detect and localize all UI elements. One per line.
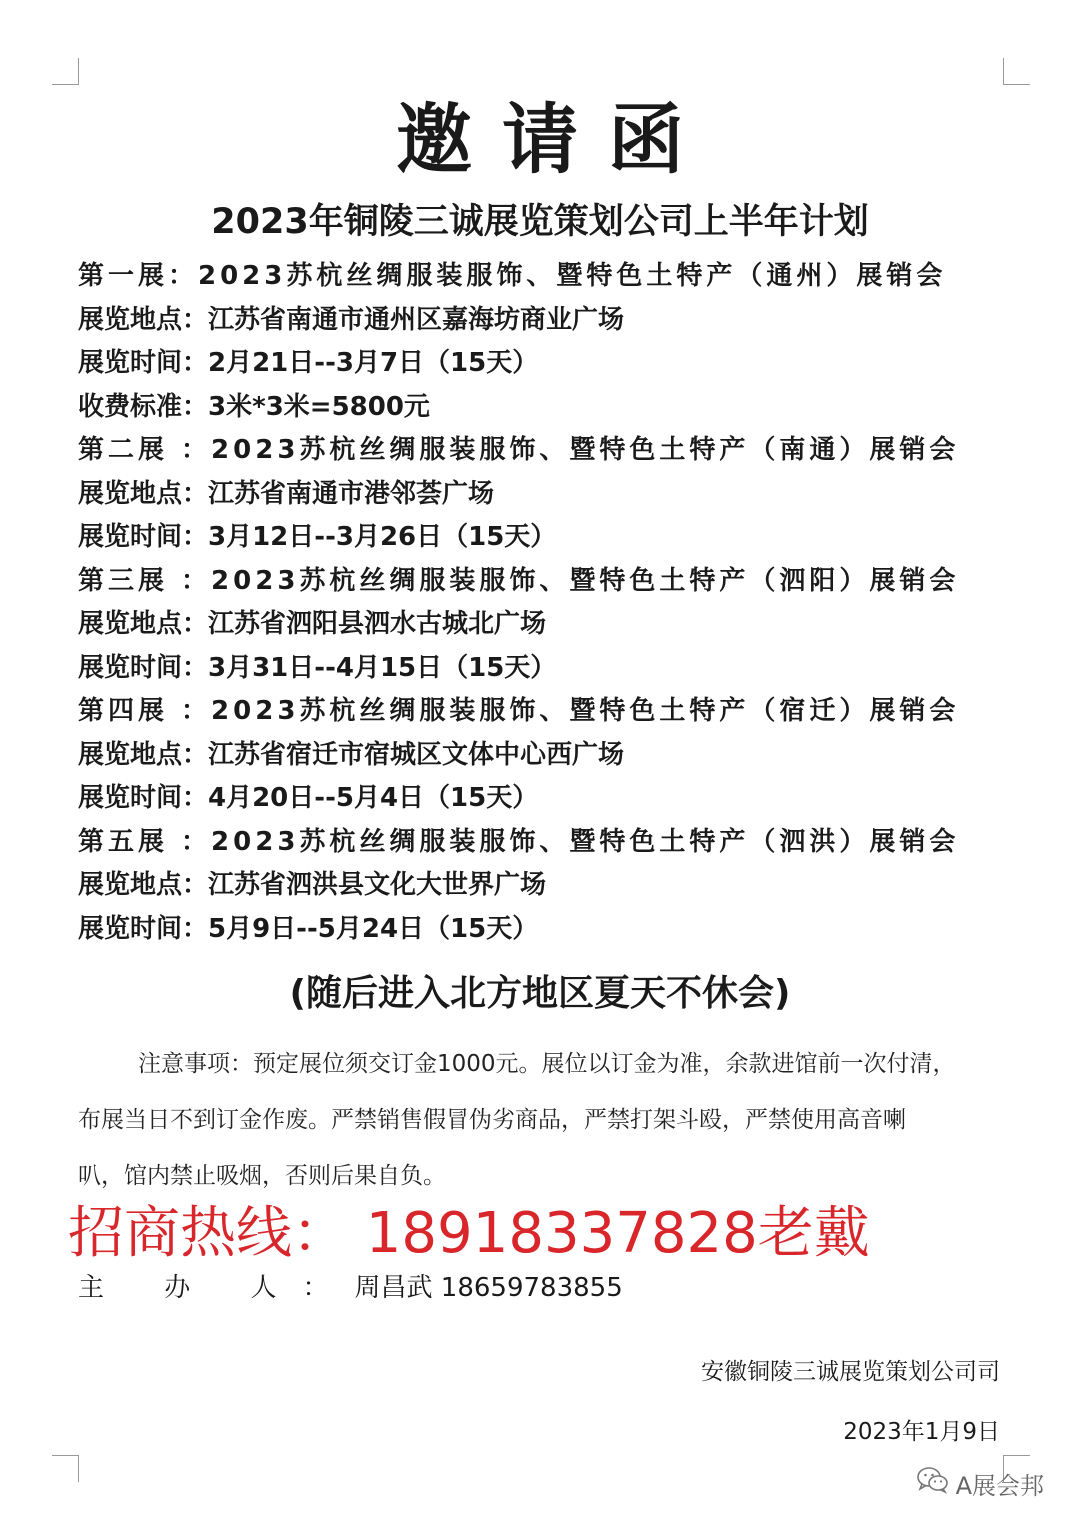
exhibition-5-location: 展览地点：江苏省泗洪县文化大世界广场 — [78, 870, 547, 900]
exhibition-4-location: 展览地点：江苏省宿迁市宿城区文体中心西广场 — [78, 739, 625, 770]
notice-line: 叭，馆内禁止吸烟，否则后果自负。 — [78, 1163, 446, 1189]
exhibition-5-time: 展览时间：5月9日--5月24日（15天） — [78, 913, 539, 944]
notice-line: 注意事项：预定展位须交订金1000元。展位以订金为准，余款进馆前一次付清， — [138, 1051, 956, 1077]
exhibition-1-fee: 收费标准：3米*3米=5800元 — [78, 391, 430, 422]
company-signature: 安徽铜陵三诚展览策划公司司 — [701, 1359, 1000, 1385]
organizer-label: 主 办 人： — [78, 1273, 355, 1303]
document-date: 2023年1月9日 — [843, 1419, 1000, 1445]
organizer-value: 周昌武 18659783855 — [354, 1273, 623, 1303]
exhibition-1-location: 展览地点：江苏省南通市通州区嘉海坊商业广场 — [78, 304, 625, 335]
exhibition-plan — [78, 255, 1008, 951]
exhibition-4-time: 展览时间：4月20日--5月4日（15天） — [78, 783, 539, 813]
exhibition-5-heading: 第五展 ：2023苏杭丝绸服装服饰、暨特色土特产（泗洪）展销会 — [78, 826, 960, 857]
exhibition-3-time: 展览时间：3月31日--4月15日（15天） — [78, 652, 557, 683]
exhibition-2-heading: 第二展 ：2023苏杭丝绸服装服饰、暨特色土特产（南通）展销会 — [78, 435, 960, 465]
exhibition-2-time: 展览时间：3月12日--3月26日（15天） — [78, 522, 557, 552]
exhibition-3-location: 展览地点：江苏省泗阳县泗水古城北广场 — [78, 609, 547, 639]
exhibition-3-heading: 第三展 ：2023苏杭丝绸服装服饰、暨特色土特产（泗阳）展销会 — [78, 565, 960, 596]
watermark-text: A展会邦 — [955, 1472, 1044, 1500]
notice-line: 布展当日不到订金作废。严禁销售假冒伪劣商品，严禁打架斗殴，严禁使用高音喇 — [78, 1107, 906, 1133]
corner-mark-top-left — [52, 58, 79, 85]
watermark — [916, 1466, 1044, 1506]
organizer — [78, 1268, 623, 1308]
exhibition-1-heading: 第一展：2023苏杭丝绸服装服饰、暨特色土特产（通州）展销会 — [78, 261, 947, 291]
corner-mark-top-right — [1003, 58, 1030, 85]
notice-paragraph — [78, 1036, 1008, 1204]
document-subtitle: 2023年铜陵三诚展览策划公司上半年计划 — [211, 202, 869, 242]
exhibition-4-heading: 第四展 ：2023苏杭丝绸服装服饰、暨特色土特产（宿迁）展销会 — [78, 696, 960, 726]
hotline: 招商热线： 18918337828老戴 — [68, 1201, 870, 1266]
exhibition-1-time: 展览时间：2月21日--3月7日（15天） — [78, 348, 539, 378]
wechat-icon — [916, 1466, 950, 1506]
follow-up-note: (随后进入北方地区夏天不休会) — [289, 973, 791, 1014]
document-title: 邀请函 — [396, 95, 714, 184]
exhibition-2-location: 展览地点：江苏省南通市港邻荟广场 — [78, 478, 495, 509]
corner-mark-bottom-left — [52, 1455, 79, 1482]
